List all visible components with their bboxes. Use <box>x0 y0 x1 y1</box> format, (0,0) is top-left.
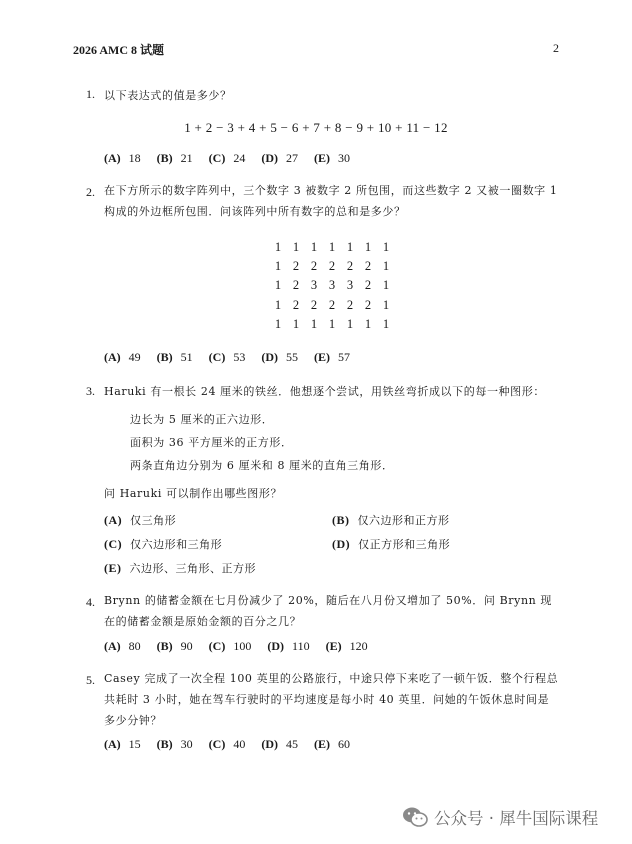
grid-cell: 1 <box>364 240 372 254</box>
option-a[interactable]: (A) 15 <box>104 737 141 751</box>
grid-cell: 1 <box>364 316 372 331</box>
option-b[interactable]: (B) 仅六边形和正方形 <box>332 513 450 527</box>
question-text: Haruki 有一根长 24 厘米的铁丝．他想逐个尝试，用铁丝弯折成以下的每一种图形： <box>104 385 545 398</box>
option-b[interactable]: (B) 30 <box>156 737 193 751</box>
grid-cell: 1 <box>292 240 300 254</box>
option-d[interactable]: (D) 110 <box>267 639 310 653</box>
answer-options <box>104 151 363 166</box>
grid-cell: 2 <box>292 278 300 293</box>
option-e[interactable]: (E) 57 <box>314 350 351 364</box>
number-grid <box>272 240 392 336</box>
condition-hexagon: 边长为 5 厘米的正六边形． <box>130 413 274 426</box>
question-number: 3. <box>86 384 95 398</box>
answer-options <box>104 350 363 365</box>
grid-cell: 1 <box>292 316 300 331</box>
watermark-text: 公众号 · 犀牛国际课程 <box>434 809 599 828</box>
question-text: 在下方所示的数字阵列中，三个数字 3 被数字 2 所包围，而这些数字 2 又被一圈数字 1 构成的外边框所包围．问该阵列中所有数字的总和是多少？ <box>104 184 558 218</box>
grid-cell: 1 <box>274 259 282 274</box>
option-c[interactable]: (C) 仅六边形和三角形 <box>104 537 223 551</box>
answer-options <box>104 737 363 752</box>
grid-cell: 2 <box>364 259 372 274</box>
grid-cell: 1 <box>382 278 390 293</box>
option-e[interactable]: (E) 30 <box>314 151 351 165</box>
grid-cell: 2 <box>364 297 372 312</box>
exam-title: 2026 AMC 8 试题 <box>73 43 164 57</box>
wechat-icon <box>402 806 428 828</box>
option-d[interactable]: (D) 仅正方形和三角形 <box>332 537 451 551</box>
option-d[interactable]: (D) 55 <box>261 350 299 364</box>
grid-cell: 1 <box>346 316 354 331</box>
option-c[interactable]: (C) 24 <box>208 151 246 165</box>
grid-cell: 2 <box>328 297 336 312</box>
option-c[interactable]: (C) 100 <box>208 639 252 653</box>
grid-cell: 1 <box>310 316 318 331</box>
grid-cell: 1 <box>346 240 354 254</box>
grid-cell: 1 <box>382 316 390 331</box>
question-text: Casey 完成了一次全程 100 英里的公路旅行，中途只停下来吃了一顿午饭．整个行程总共耗时 3 小时，她在驾车行驶时的平均速度是每小时 40 英里．问她的午饭休息时间是多少分钟？ <box>104 672 559 727</box>
grid-cell: 3 <box>328 278 336 293</box>
question-prompt: 问 Haruki 可以制作出哪些图形？ <box>104 487 283 500</box>
question-number: 2. <box>86 185 95 199</box>
question-number: 4. <box>86 595 95 609</box>
grid-cell: 2 <box>346 259 354 274</box>
option-a[interactable]: (A) 49 <box>104 350 141 364</box>
watermark <box>402 804 598 830</box>
grid-cell: 1 <box>382 259 390 274</box>
grid-cell: 2 <box>292 259 300 274</box>
grid-cell: 1 <box>382 240 390 254</box>
option-c[interactable]: (C) 40 <box>208 737 246 751</box>
condition-triangle: 两条直角边分别为 6 厘米和 8 厘米的直角三角形． <box>130 459 394 472</box>
grid-cell: 3 <box>346 278 354 293</box>
question-number: 1. <box>86 87 95 101</box>
grid-cell: 2 <box>328 259 336 274</box>
grid-row <box>272 278 392 297</box>
option-d[interactable]: (D) 45 <box>261 737 299 751</box>
grid-cell: 1 <box>328 316 336 331</box>
option-b[interactable]: (B) 90 <box>156 639 193 653</box>
grid-cell: 1 <box>274 297 282 312</box>
grid-cell: 1 <box>274 240 282 254</box>
option-a[interactable]: (A) 仅三角形 <box>104 513 177 527</box>
question-text: 以下表达式的值是多少？ <box>104 89 232 102</box>
option-d[interactable]: (D) 27 <box>261 151 299 165</box>
grid-cell: 1 <box>274 278 282 293</box>
option-e[interactable]: (E) 120 <box>325 639 368 653</box>
grid-cell: 1 <box>382 297 390 312</box>
grid-row <box>272 259 392 278</box>
grid-cell: 3 <box>310 278 318 293</box>
option-e[interactable]: (E) 六边形、三角形、正方形 <box>104 561 256 575</box>
grid-cell: 1 <box>328 240 336 254</box>
question-text: Brynn 的储蓄金额在七月份减少了 20%，随后在八月份又增加了 50%．问 Brynn 现在的储蓄金额是原始金额的百分之几？ <box>104 594 553 628</box>
grid-cell: 2 <box>310 259 318 274</box>
grid-cell: 2 <box>292 297 300 312</box>
option-e[interactable]: (E) 60 <box>314 737 351 751</box>
answer-options <box>104 639 381 654</box>
math-expression: 1 + 2 − 3 + 4 + 5 − 6 + 7 + 8 − 9 + 10 + 11 − 12 <box>184 120 448 135</box>
grid-cell: 1 <box>310 240 318 254</box>
grid-row <box>272 240 392 259</box>
option-a[interactable]: (A) 80 <box>104 639 141 653</box>
option-b[interactable]: (B) 21 <box>156 151 193 165</box>
grid-cell: 2 <box>364 278 372 293</box>
page-header <box>73 41 559 59</box>
option-c[interactable]: (C) 53 <box>208 350 246 364</box>
page-number: 2 <box>553 41 559 55</box>
grid-cell: 2 <box>346 297 354 312</box>
question-number: 5. <box>86 673 95 687</box>
grid-row <box>272 317 392 336</box>
grid-cell: 2 <box>310 297 318 312</box>
option-a[interactable]: (A) 18 <box>104 151 141 165</box>
condition-square: 面积为 36 平方厘米的正方形． <box>130 436 293 449</box>
grid-row <box>272 298 392 317</box>
option-b[interactable]: (B) 51 <box>156 350 193 364</box>
grid-cell: 1 <box>274 316 282 331</box>
